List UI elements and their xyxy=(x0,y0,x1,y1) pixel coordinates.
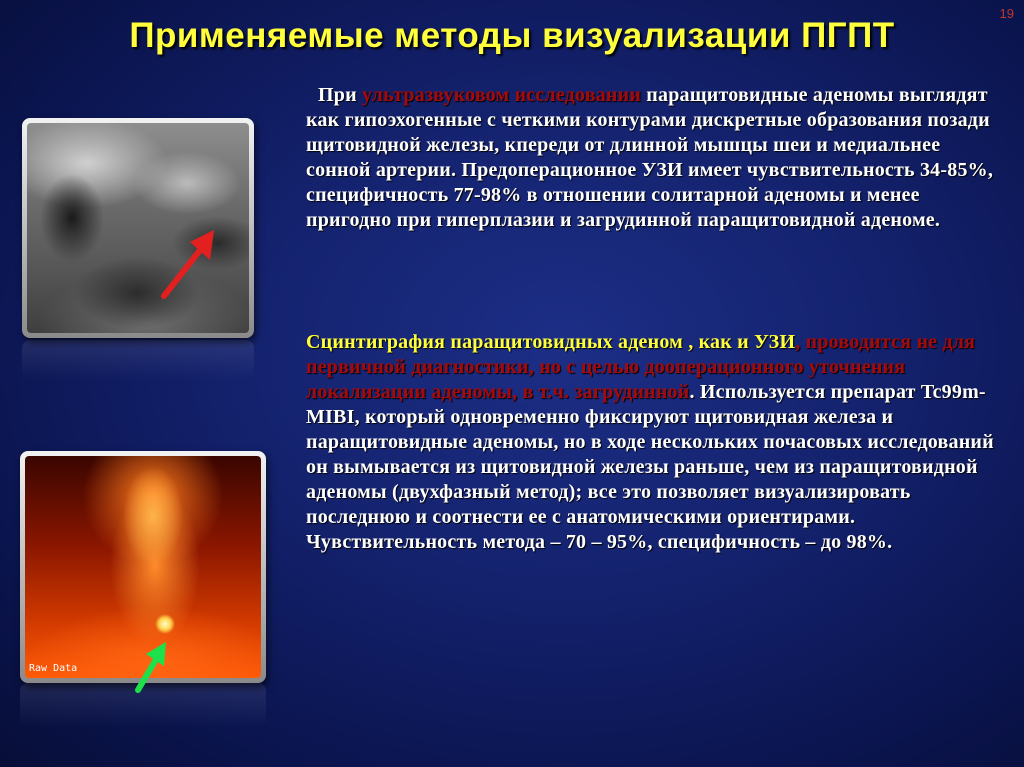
scintigraphy-heading: Сцинтиграфия паращитовидных аден​ом , как и УЗИ xyxy=(306,331,796,353)
slide-title: Применяемые методы визуализации ПГПТ xyxy=(129,16,895,55)
ultrasound-lead: При xyxy=(318,84,363,106)
scintigraphy-highlight: , проводится не для первичной диагностики, но с целью дооперационного уточнения локализации аденомы, в т.ч. загрудинной xyxy=(306,331,976,403)
ultrasound-body: паращитовидные аденомы выглядят как гипоэхогенные с четкими контурами дискретные образования позади щитовидной железы, кпереди от длинной мышцы шеи и медиальнее сонной артерии. Предоперационное УЗИ имеет чувствительность 34-85%, специфичность 77-98% в отношении солитарной аденомы и менее пригодно при гиперплазии и загрудинной паращитовидной аденоме. xyxy=(306,84,994,231)
green-arrow-shaft xyxy=(138,656,158,690)
ultrasound-reflection xyxy=(22,340,254,380)
green-arrow-icon xyxy=(128,636,178,696)
raw-data-caption: Raw Data xyxy=(29,663,78,674)
red-arrow-icon xyxy=(150,220,230,310)
slide-number: 19 xyxy=(999,6,1014,21)
scintigraphy-paragraph xyxy=(306,330,1011,555)
ultrasound-paragraph xyxy=(306,83,996,233)
scintigraphy-body: . Используется препарат Tc99m-MIBI, который одновременно фиксируют щитовидная железа и паращитовидные аденомы, но в ходе нескольких почасовых исследований он вымывается из щитовидной железы раньше, чем из паращитовидной аденомы (двухфазный метод); все это позволяет визуализировать последнюю и соотнести ее с анатомическими ориентирами. Чувствительность метода – 70 – 95%, специфичность – до 98%. xyxy=(306,381,994,553)
ultrasound-highlight: ультразвуковом исследовании xyxy=(362,84,642,106)
